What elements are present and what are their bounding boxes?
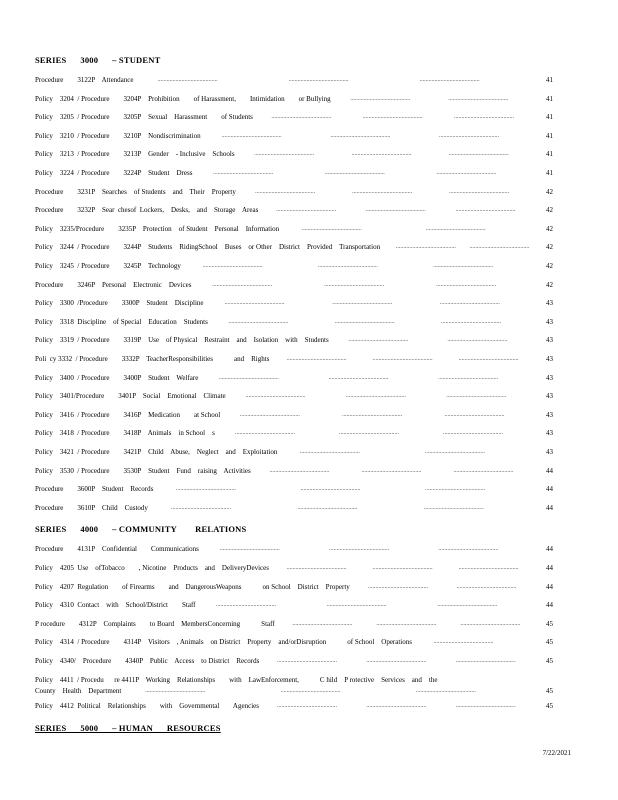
leader-dots: ........................................ xyxy=(339,430,400,437)
toc-entry[interactable] xyxy=(35,260,553,272)
toc-entry-title: Procedure 3600P Student Records xyxy=(35,485,154,494)
leader-dots: ........................................ xyxy=(441,318,502,325)
leader-dots: ........................................ xyxy=(218,374,279,381)
toc-entry-page-number: 45 xyxy=(546,686,553,695)
toc-entry[interactable] xyxy=(35,334,553,346)
toc-entry-title: Policy 3401/Procedure 3401P Social Emotional Climate xyxy=(35,392,226,401)
toc-entry-page-number: 45 xyxy=(546,638,553,647)
leader-dots: ........................................ xyxy=(460,620,521,627)
toc-entry[interactable] xyxy=(35,502,553,514)
leader-dots: ........................................ xyxy=(439,132,499,139)
leader-dots: ........................................ xyxy=(351,151,412,158)
leader-dots: ........................................ xyxy=(301,225,362,232)
toc-entry-page-number: 45 xyxy=(546,657,553,665)
toc-entry[interactable] xyxy=(35,427,553,439)
footer-date: 7/22/2021 xyxy=(542,749,571,757)
leader-dots: ........................................ xyxy=(228,318,289,325)
toc-entry-title: Policy 4340/ Procedure 4340P Public Access to District Records xyxy=(35,657,260,665)
leader-dots: ........................................ xyxy=(145,687,206,694)
toc-entry-page-number: 41 xyxy=(546,169,553,177)
leader-dots: ........................................ xyxy=(438,374,499,381)
leader-dots: ........................................ xyxy=(271,114,332,121)
leader-dots: ........................................ xyxy=(221,132,282,139)
toc-entry-title: Procedure 3232P Sear chesof Lockers, Desks, and Storage Areas xyxy=(35,206,259,215)
toc-entry[interactable] xyxy=(35,636,553,648)
toc-entry[interactable] xyxy=(35,167,553,179)
section-heading-text: SERIES 3000 – STUDENT xyxy=(35,55,161,65)
toc-entry-page-number: 45 xyxy=(546,702,553,711)
leader-dots: ........................................ xyxy=(449,188,510,195)
toc-entry-title: Policy 3416 / Procedure 3416P Medication at School xyxy=(35,410,221,419)
toc-entry-title: Policy 3244 / Procedure 3244P Students RidingSchool Buses or Other District Provided Transportation xyxy=(35,243,381,252)
leader-dots: ........................................ xyxy=(447,337,508,344)
leader-dots: ........................................ xyxy=(286,356,347,362)
toc-entry[interactable] xyxy=(35,599,553,611)
leader-dots: ........................................ xyxy=(324,281,385,288)
toc-entry-page-number: 43 xyxy=(546,336,553,345)
leader-dots: ........................................ xyxy=(334,318,395,325)
toc-entry[interactable] xyxy=(35,186,553,198)
toc-entry-page-number: 44 xyxy=(546,564,553,572)
leader-dots: ........................................ xyxy=(286,565,347,571)
toc-entry-page-number: 43 xyxy=(546,448,553,456)
toc-entry[interactable] xyxy=(35,130,553,142)
leader-dots: ........................................ xyxy=(423,504,484,511)
leader-dots: ........................................ xyxy=(436,170,497,176)
toc-entry[interactable] xyxy=(35,390,553,402)
leader-dots: ........................................ xyxy=(444,411,505,418)
toc-entry-title: P rocedure 4312P Complaints to Board MembersConcerning Staff xyxy=(35,619,275,628)
leader-dots: ........................................ xyxy=(342,411,403,418)
toc-entry[interactable] xyxy=(35,353,553,365)
toc-entry[interactable] xyxy=(35,483,553,495)
leader-dots: ........................................ xyxy=(345,393,406,400)
leader-dots: ........................................ xyxy=(446,393,507,400)
toc-entry-title: Policy 3421 / Procedure 3421P Child Abuse, Neglect and Exploitation xyxy=(35,448,278,456)
toc-entry[interactable] xyxy=(35,543,553,555)
leader-dots: ........................................ xyxy=(292,620,353,627)
toc-entry-page-number: 43 xyxy=(546,429,553,438)
leader-dots: ........................................ xyxy=(433,639,494,646)
toc-entry[interactable] xyxy=(35,655,553,667)
toc-entry[interactable] xyxy=(35,618,553,630)
toc-entry-page-number: 43 xyxy=(546,355,553,363)
leader-dots: ........................................ xyxy=(372,356,433,362)
toc-entry[interactable] xyxy=(35,241,553,253)
toc-entry-title: Policy 4314 / Procedure 4314P Visitors , Animals on District Property and/orDisruption of School Operations xyxy=(35,638,412,647)
leader-dots: ........................................ xyxy=(455,703,516,710)
toc-entry-title: Procedure 4131P Confidential Communications xyxy=(35,545,199,554)
leader-dots: ........................................ xyxy=(376,620,437,627)
leader-dots: ........................................ xyxy=(367,583,428,590)
leader-dots: ........................................ xyxy=(425,486,486,493)
leader-dots: ........................................ xyxy=(455,658,516,664)
toc-entry-page-number: 41 xyxy=(546,76,553,84)
toc-entry[interactable] xyxy=(35,372,553,384)
toc-entry-page-number: 42 xyxy=(546,280,553,289)
toc-entry-page-number: 42 xyxy=(546,206,553,215)
toc-entry-page-number: 42 xyxy=(546,262,553,270)
leader-dots: ........................................ xyxy=(330,132,391,139)
leader-dots: ........................................ xyxy=(448,151,509,158)
toc-entry[interactable] xyxy=(35,74,553,86)
leader-dots: ........................................ xyxy=(202,263,263,269)
toc-entry-title: Policy 3400 / Procedure 3400P Student Welfare xyxy=(35,373,199,382)
leader-dots: ........................................ xyxy=(458,356,519,362)
leader-dots: ........................................ xyxy=(324,170,385,176)
leader-dots: ........................................ xyxy=(458,565,519,571)
leader-dots: ........................................ xyxy=(453,114,514,121)
toc-entry-title: Procedure 3231P Searches of Students and Their Property xyxy=(35,187,236,196)
toc-entry-title: Policy 4205 Use ofTobacco , Nicotine Products and DeliveryDevices xyxy=(35,564,269,572)
toc-entry-title: Policy 4310 Contact with School/District Staff xyxy=(35,601,196,610)
leader-dots: ........................................ xyxy=(277,703,338,710)
leader-dots: ........................................ xyxy=(438,546,499,553)
toc-entry[interactable] xyxy=(35,562,553,574)
leader-dots: ........................................ xyxy=(469,244,530,251)
toc-entry-page-number: 43 xyxy=(546,410,553,419)
toc-entry[interactable] xyxy=(35,223,553,235)
leader-dots: ........................................ xyxy=(448,95,509,102)
leader-dots: ........................................ xyxy=(326,602,387,609)
section-heading xyxy=(35,55,160,65)
leader-dots: ........................................ xyxy=(455,207,516,214)
leader-dots: ........................................ xyxy=(443,430,504,437)
toc-entry-page-number: 44 xyxy=(546,601,553,610)
toc-entry-page-number: 45 xyxy=(546,619,553,628)
toc-entry-title: Policy 4411 / Procedu re 4411P Working Relationships with LawEnforcement, C hild P rotective Services and the xyxy=(35,675,438,684)
section-heading xyxy=(35,524,246,534)
leader-dots: ........................................ xyxy=(239,411,300,418)
leader-dots: ........................................ xyxy=(329,546,390,553)
toc-entry-title: Policy 3318 Discipline of Special Education Students xyxy=(35,317,208,326)
toc-entry[interactable] xyxy=(35,446,553,458)
leader-dots: ........................................ xyxy=(245,393,306,400)
toc-entry[interactable] xyxy=(35,409,553,421)
leader-dots: ........................................ xyxy=(352,188,413,195)
toc-entry-page-number: 42 xyxy=(546,224,553,233)
toc-entry-page-number: 44 xyxy=(546,582,553,591)
leader-dots: ........................................ xyxy=(456,583,517,590)
toc-entry[interactable] xyxy=(35,93,553,105)
toc-entry[interactable] xyxy=(35,111,553,123)
leader-dots: ........................................ xyxy=(300,486,361,493)
toc-entry-title: Policy 3245 / Procedure 3245P Technology xyxy=(35,262,181,270)
leader-dots: ........................................ xyxy=(299,449,360,455)
toc-entry-page-number: 41 xyxy=(546,150,553,159)
toc-entry[interactable] xyxy=(35,674,553,698)
toc-entry-page-number: 44 xyxy=(546,503,553,512)
leader-dots: ........................................ xyxy=(395,244,456,251)
leader-dots: ........................................ xyxy=(212,281,273,288)
toc-entry[interactable] xyxy=(35,148,553,160)
toc-entry-title: Policy 3319 / Procedure 3319P Use of Physical Restraint and Isolation with Students xyxy=(35,336,329,345)
toc-entry-title: Policy 3418 / Procedure 3418P Animals in School s xyxy=(35,429,215,438)
toc-entry-title-continued: County Health Department xyxy=(35,686,122,695)
toc-entry[interactable] xyxy=(35,297,553,309)
toc-entry[interactable] xyxy=(35,204,553,216)
leader-dots: ........................................ xyxy=(288,77,349,83)
leader-dots: ........................................ xyxy=(224,300,285,307)
section-heading xyxy=(35,723,221,733)
toc-entry-page-number: 42 xyxy=(546,187,553,196)
leader-dots: ........................................ xyxy=(175,486,236,493)
toc-entry-page-number: 42 xyxy=(546,243,553,252)
leader-dots: ........................................ xyxy=(348,337,409,344)
leader-dots: ........................................ xyxy=(332,300,393,307)
toc-entry-title: Policy 3210 / Procedure 3210P Nondiscrimination xyxy=(35,131,201,140)
leader-dots: ........................................ xyxy=(453,467,514,474)
toc-entry-page-number: 44 xyxy=(546,485,553,494)
toc-entry-page-number: 44 xyxy=(546,545,553,554)
leader-dots: ........................................ xyxy=(419,77,480,83)
leader-dots: ........................................ xyxy=(361,467,422,474)
leader-dots: ........................................ xyxy=(276,207,337,214)
toc-entry-page-number: 43 xyxy=(546,299,553,308)
leader-dots: ........................................ xyxy=(439,300,500,307)
toc-entry[interactable] xyxy=(35,279,553,291)
toc-entry-title: Poli cy 3332 / Procedure 3332P TeacherResponsibilities and Rights xyxy=(35,355,270,363)
toc-entry-title: Policy 3300 /Procedure 3300P Student Discipline xyxy=(35,299,204,308)
leader-dots: ........................................ xyxy=(366,658,427,664)
toc-entry-title: Policy 4207 Regulation of Firearms and DangerousWeapons on School District Property xyxy=(35,582,350,591)
toc-entry-title: Policy 3213 / Procedure 3213P Gender - Inclusive Schools xyxy=(35,150,235,159)
leader-dots: ........................................ xyxy=(277,658,338,664)
toc-entry[interactable] xyxy=(35,465,553,477)
leader-dots: ........................................ xyxy=(372,565,433,571)
section-heading-text: SERIES 5000 – HUMAN RESOURCES xyxy=(35,722,221,733)
leader-dots: ........................................ xyxy=(415,687,476,694)
leader-dots: ........................................ xyxy=(366,703,427,710)
toc-entry-page-number: 44 xyxy=(546,466,553,475)
leader-dots: ........................................ xyxy=(433,263,494,269)
leader-dots: ........................................ xyxy=(424,449,485,455)
toc-entry-page-number: 41 xyxy=(546,113,553,122)
toc-entry-page-number: 41 xyxy=(546,94,553,103)
leader-dots: ........................................ xyxy=(437,602,498,609)
toc-entry-title: Procedure 3122P Attendance xyxy=(35,76,134,84)
leader-dots: ........................................ xyxy=(328,374,389,381)
leader-dots: ........................................ xyxy=(436,281,497,288)
toc-entry[interactable] xyxy=(35,316,553,328)
leader-dots: ........................................ xyxy=(157,77,218,83)
leader-dots: ........................................ xyxy=(171,504,232,511)
leader-dots: ........................................ xyxy=(219,546,280,553)
leader-dots: ........................................ xyxy=(317,263,378,269)
toc-entry-title: Policy 3204 / Procedure 3204P Prohibition of Harassment, Intimidation or Bullying xyxy=(35,94,331,103)
toc-entry-title: Policy 3205 / Procedure 3205P Sexual Harassment of Students xyxy=(35,113,253,122)
leader-dots: ........................................ xyxy=(255,188,316,195)
leader-dots: ........................................ xyxy=(254,151,315,158)
toc-entry-title: Procedure 3610P Child Custody xyxy=(35,503,148,512)
toc-entry-page-number: 43 xyxy=(546,373,553,382)
section-heading-text: SERIES 4000 – COMMUNITY RELATIONS xyxy=(35,524,247,535)
toc-entry-title: Policy 3530 / Procedure 3530P Student Fund raising Activities xyxy=(35,466,251,475)
leader-dots: ........................................ xyxy=(350,95,411,102)
leader-dots: ........................................ xyxy=(365,207,426,214)
leader-dots: ........................................ xyxy=(362,114,423,121)
leader-dots: ........................................ xyxy=(425,225,486,232)
leader-dots: ........................................ xyxy=(280,687,341,694)
toc-entry-page-number: 43 xyxy=(546,392,553,401)
leader-dots: ........................................ xyxy=(297,504,358,511)
leader-dots: ........................................ xyxy=(213,170,274,176)
toc-entry-page-number: 43 xyxy=(546,317,553,326)
leader-dots: ........................................ xyxy=(235,430,296,437)
toc-entry-page-number: 41 xyxy=(546,131,553,140)
toc-entry[interactable] xyxy=(35,700,553,712)
leader-dots: ........................................ xyxy=(269,467,330,474)
toc-entry[interactable] xyxy=(35,581,553,593)
leader-dots: ........................................ xyxy=(215,602,276,609)
toc-entry-title: Policy 4412 Political Relationships with Governmental Agencies xyxy=(35,702,259,711)
toc-entry-title: Procedure 3246P Personal Electronic Devices xyxy=(35,280,192,289)
toc-entry-title: Policy 3235/Procedure 3235P Protection of Student Personal Information xyxy=(35,224,280,233)
toc-entry-title: Policy 3224 / Procedure 3224P Student Dress xyxy=(35,169,193,177)
